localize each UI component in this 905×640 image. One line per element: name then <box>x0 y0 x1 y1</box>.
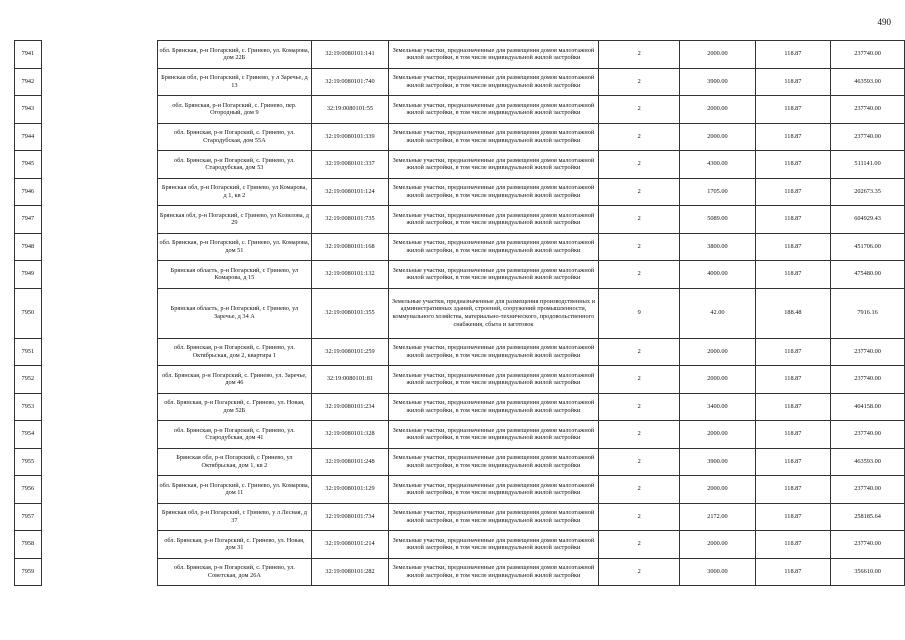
address-cell: Брянская обл, р-н Погарский, с Гринево, ул Комарова, д 1, кв 2 <box>157 178 312 206</box>
area-cell: 2000.00 <box>680 366 756 394</box>
specific-value-cell: 118.87 <box>755 206 830 234</box>
cadastral-number-cell: 32:19:0080101:740 <box>312 68 388 96</box>
row-number: 7953 <box>15 393 42 421</box>
row-number: 7946 <box>15 178 42 206</box>
table-row <box>15 288 905 338</box>
cadastral-value-cell: 237740.00 <box>831 476 905 504</box>
table-row <box>15 233 905 261</box>
row-number: 7950 <box>15 288 42 338</box>
land-use-cell: Земельные участки, предназначенные для размещения домов малоэтажной жилой застройки, в том числе индивидуальной жилой застройки <box>388 151 599 179</box>
cadastral-number-cell: 32:19:0080101:328 <box>312 421 388 449</box>
specific-value-cell: 118.87 <box>755 503 830 531</box>
land-use-cell: Земельные участки, предназначенные для размещения домов малоэтажной жилой застройки, в том числе индивидуальной жилой застройки <box>388 503 599 531</box>
row-number: 7956 <box>15 476 42 504</box>
table-row <box>15 366 905 394</box>
cadastral-number-cell: 32:19:0080101:168 <box>312 233 388 261</box>
table-row <box>15 178 905 206</box>
group-cell: 9 <box>599 288 680 338</box>
table-row <box>15 338 905 366</box>
specific-value-cell: 118.87 <box>755 366 830 394</box>
address-cell: обл. Брянская, р-н Погарский, с. Гринево, ул. Заречье, дом 46 <box>157 366 312 394</box>
row-number: 7954 <box>15 421 42 449</box>
cadastral-value-cell: 237740.00 <box>831 421 905 449</box>
specific-value-cell: 118.87 <box>755 178 830 206</box>
specific-value-cell: 118.87 <box>755 68 830 96</box>
area-cell: 2000.00 <box>680 41 756 69</box>
specific-value-cell: 118.87 <box>755 151 830 179</box>
address-cell: обл. Брянская, р-н Погарский, с. Гринево, ул. Новая, дом 31 <box>157 531 312 559</box>
cadastral-value-cell: 511141.00 <box>831 151 905 179</box>
specific-value-cell: 118.87 <box>755 41 830 69</box>
address-cell: обл. Брянская, р-н Погарский, с. Гринево, ул. Стародубская, дом 55А <box>157 123 312 151</box>
cadastral-value-cell: 451706.00 <box>831 233 905 261</box>
cadastral-value-cell: 202673.35 <box>831 178 905 206</box>
cadastral-number-cell: 32:19:0080101:132 <box>312 261 388 289</box>
land-use-cell: Земельные участки, предназначенные для размещения домов малоэтажной жилой застройки, в том числе индивидуальной жилой застройки <box>388 558 599 586</box>
cadastral-value-cell: 237740.00 <box>831 338 905 366</box>
address-cell: обл. Брянская, р-н Погарский, с. Гринево, ул. Комарова, дом 11 <box>157 476 312 504</box>
address-cell: Брянская область, р-н Погарский, с Гринево, ул Комарова, д 15 <box>157 261 312 289</box>
land-use-cell: Земельные участки, предназначенные для размещения домов малоэтажной жилой застройки, в том числе индивидуальной жилой застройки <box>388 421 599 449</box>
land-use-cell: Земельные участки, предназначенные для размещения домов малоэтажной жилой застройки, в том числе индивидуальной жилой застройки <box>388 41 599 69</box>
row-number: 7948 <box>15 233 42 261</box>
table-body <box>15 41 905 586</box>
cadastral-number-cell: 32:19:0080101:339 <box>312 123 388 151</box>
specific-value-cell: 118.87 <box>755 96 830 124</box>
address-cell: обл. Брянская, р-н Погарский, с. Гринево, ул. Советская, дом 26А <box>157 558 312 586</box>
group-cell: 2 <box>599 338 680 366</box>
blank-cell <box>41 338 157 366</box>
group-cell: 2 <box>599 261 680 289</box>
cadastral-value-cell: 237740.00 <box>831 123 905 151</box>
area-cell: 4300.00 <box>680 151 756 179</box>
cadastral-number-cell: 32:19:0080101:214 <box>312 531 388 559</box>
blank-cell <box>41 531 157 559</box>
specific-value-cell: 118.87 <box>755 123 830 151</box>
address-cell: Брянская область, р-н Погарский, с Гринево, ул Заречье, д 34 А <box>157 288 312 338</box>
specific-value-cell: 118.87 <box>755 558 830 586</box>
group-cell: 2 <box>599 448 680 476</box>
specific-value-cell: 118.87 <box>755 448 830 476</box>
blank-cell <box>41 233 157 261</box>
area-cell: 1705.00 <box>680 178 756 206</box>
cadastral-number-cell: 32:19:0080101:355 <box>312 288 388 338</box>
land-use-cell: Земельные участки, предназначенные для размещения производственных и административных зданий, строений, сооружений промышленности, коммунального хозяйства, материально-технического, продовольственного снабжения, сбыта и заготовок <box>388 288 599 338</box>
cadastral-number-cell: 32:19:0080101:735 <box>312 206 388 234</box>
address-cell: Брянская обл, р-н Погарский, с Гринево, ул Октябрьская, дом 1, кв 2 <box>157 448 312 476</box>
group-cell: 2 <box>599 503 680 531</box>
cadastral-number-cell: 32:19:0080101:734 <box>312 503 388 531</box>
group-cell: 2 <box>599 206 680 234</box>
group-cell: 2 <box>599 96 680 124</box>
address-cell: обл. Брянская, р-н Погарский, с. Гринево, ул. Новая, дом 52Б <box>157 393 312 421</box>
row-number: 7943 <box>15 96 42 124</box>
cadastral-value-cell: 356610.00 <box>831 558 905 586</box>
land-use-cell: Земельные участки, предназначенные для размещения домов малоэтажной жилой застройки, в том числе индивидуальной жилой застройки <box>388 393 599 421</box>
area-cell: 4000.00 <box>680 261 756 289</box>
cadastral-number-cell: 32:19:0080101:81 <box>312 366 388 394</box>
blank-cell <box>41 178 157 206</box>
row-number: 7952 <box>15 366 42 394</box>
group-cell: 2 <box>599 476 680 504</box>
group-cell: 2 <box>599 393 680 421</box>
cadastral-value-cell: 475480.00 <box>831 261 905 289</box>
table-row <box>15 96 905 124</box>
address-cell: обл. Брянская, р-н Погарский, с. Гринево, ул. Стародубская, дом 53 <box>157 151 312 179</box>
group-cell: 2 <box>599 421 680 449</box>
land-use-cell: Земельные участки, предназначенные для размещения домов малоэтажной жилой застройки, в том числе индивидуальной жилой застройки <box>388 96 599 124</box>
area-cell: 3400.00 <box>680 393 756 421</box>
table-row <box>15 393 905 421</box>
specific-value-cell: 118.87 <box>755 393 830 421</box>
cadastral-number-cell: 32:19:0080101:337 <box>312 151 388 179</box>
table-row <box>15 558 905 586</box>
cadastral-value-cell: 463593.00 <box>831 448 905 476</box>
group-cell: 2 <box>599 233 680 261</box>
cadastral-value-cell: 463593.00 <box>831 68 905 96</box>
address-cell: обл. Брянская, р-н Погарский, с. Гринево, ул. Стародубская, дом 41 <box>157 421 312 449</box>
area-cell: 3000.00 <box>680 558 756 586</box>
cadastral-value-cell: 604929.43 <box>831 206 905 234</box>
specific-value-cell: 118.87 <box>755 233 830 261</box>
land-use-cell: Земельные участки, предназначенные для размещения домов малоэтажной жилой застройки, в том числе индивидуальной жилой застройки <box>388 206 599 234</box>
land-use-cell: Земельные участки, предназначенные для размещения домов малоэтажной жилой застройки, в том числе индивидуальной жилой застройки <box>388 261 599 289</box>
cadastral-number-cell: 32:19:0080101:248 <box>312 448 388 476</box>
address-cell: Брянская обл, р-н Погарский, с Гринево, ул Козилова, д 29 <box>157 206 312 234</box>
group-cell: 2 <box>599 41 680 69</box>
area-cell: 2000.00 <box>680 123 756 151</box>
specific-value-cell: 188.48 <box>755 288 830 338</box>
address-cell: Брянская обл, р-н Погарский, с Гринево, у л Заречье, д 13 <box>157 68 312 96</box>
specific-value-cell: 118.87 <box>755 421 830 449</box>
table-row <box>15 448 905 476</box>
blank-cell <box>41 41 157 69</box>
cadastral-number-cell: 32:19:0080101:141 <box>312 41 388 69</box>
land-use-cell: Земельные участки, предназначенные для размещения домов малоэтажной жилой застройки, в том числе индивидуальной жилой застройки <box>388 68 599 96</box>
blank-cell <box>41 503 157 531</box>
land-use-cell: Земельные участки, предназначенные для размещения домов малоэтажной жилой застройки, в том числе индивидуальной жилой застройки <box>388 531 599 559</box>
blank-cell <box>41 151 157 179</box>
cadastral-number-cell: 32:19:0080101:124 <box>312 178 388 206</box>
address-cell: обл. Брянская, р-н Погарский, с. Гринево, пер. Огородный, дом 9 <box>157 96 312 124</box>
group-cell: 2 <box>599 151 680 179</box>
area-cell: 3900.00 <box>680 448 756 476</box>
cadastral-number-cell: 32:19:0080101:234 <box>312 393 388 421</box>
table-row <box>15 41 905 69</box>
specific-value-cell: 118.87 <box>755 338 830 366</box>
cadastral-number-cell: 32:19:0080101:282 <box>312 558 388 586</box>
group-cell: 2 <box>599 531 680 559</box>
land-use-cell: Земельные участки, предназначенные для размещения домов малоэтажной жилой застройки, в том числе индивидуальной жилой застройки <box>388 476 599 504</box>
cadastral-value-cell: 237740.00 <box>831 531 905 559</box>
row-number: 7944 <box>15 123 42 151</box>
cadastral-number-cell: 32:19:0080101:129 <box>312 476 388 504</box>
address-cell: обл. Брянская, р-н Погарский, с. Гринево, ул. Октябрьская, дом 2, квартира 1 <box>157 338 312 366</box>
blank-cell <box>41 366 157 394</box>
group-cell: 2 <box>599 366 680 394</box>
area-cell: 3800.00 <box>680 233 756 261</box>
table-row <box>15 68 905 96</box>
land-use-cell: Земельные участки, предназначенные для размещения домов малоэтажной жилой застройки, в том числе индивидуальной жилой застройки <box>388 338 599 366</box>
cadastral-value-cell: 7916.16 <box>831 288 905 338</box>
specific-value-cell: 118.87 <box>755 531 830 559</box>
cadastral-value-cell: 258185.64 <box>831 503 905 531</box>
table-row <box>15 261 905 289</box>
area-cell: 2000.00 <box>680 96 756 124</box>
blank-cell <box>41 476 157 504</box>
row-number: 7941 <box>15 41 42 69</box>
blank-cell <box>41 421 157 449</box>
row-number: 7947 <box>15 206 42 234</box>
land-use-cell: Земельные участки, предназначенные для размещения домов малоэтажной жилой застройки, в том числе индивидуальной жилой застройки <box>388 448 599 476</box>
blank-cell <box>41 393 157 421</box>
area-cell: 42.00 <box>680 288 756 338</box>
area-cell: 2000.00 <box>680 338 756 366</box>
specific-value-cell: 118.87 <box>755 476 830 504</box>
cadastral-value-cell: 237740.00 <box>831 366 905 394</box>
address-cell: обл. Брянская, р-н Погарский, с. Гринево, ул. Комарова, дом 51 <box>157 233 312 261</box>
blank-cell <box>41 68 157 96</box>
row-number: 7957 <box>15 503 42 531</box>
blank-cell <box>41 288 157 338</box>
row-number: 7959 <box>15 558 42 586</box>
land-use-cell: Земельные участки, предназначенные для размещения домов малоэтажной жилой застройки, в том числе индивидуальной жилой застройки <box>388 178 599 206</box>
table-row <box>15 206 905 234</box>
row-number: 7955 <box>15 448 42 476</box>
group-cell: 2 <box>599 68 680 96</box>
blank-cell <box>41 123 157 151</box>
address-cell: Брянская обл, р-н Погарский, с Гринево, у л Лесная, д 37 <box>157 503 312 531</box>
group-cell: 2 <box>599 123 680 151</box>
cadastral-number-cell: 32:19:0080101:55 <box>312 96 388 124</box>
table-row <box>15 421 905 449</box>
cadastral-value-table <box>14 40 905 586</box>
area-cell: 3900.00 <box>680 68 756 96</box>
row-number: 7958 <box>15 531 42 559</box>
cadastral-value-cell: 404158.00 <box>831 393 905 421</box>
row-number: 7951 <box>15 338 42 366</box>
area-cell: 2000.00 <box>680 531 756 559</box>
blank-cell <box>41 206 157 234</box>
table-row <box>15 476 905 504</box>
cadastral-number-cell: 32:19:0080101:259 <box>312 338 388 366</box>
area-cell: 5089.00 <box>680 206 756 234</box>
table-row <box>15 151 905 179</box>
blank-cell <box>41 558 157 586</box>
cadastral-value-cell: 237740.00 <box>831 96 905 124</box>
group-cell: 2 <box>599 178 680 206</box>
area-cell: 2000.00 <box>680 476 756 504</box>
table-row <box>15 123 905 151</box>
blank-cell <box>41 448 157 476</box>
row-number: 7945 <box>15 151 42 179</box>
specific-value-cell: 118.87 <box>755 261 830 289</box>
land-use-cell: Земельные участки, предназначенные для размещения домов малоэтажной жилой застройки, в том числе индивидуальной жилой застройки <box>388 366 599 394</box>
area-cell: 2172.00 <box>680 503 756 531</box>
land-use-cell: Земельные участки, предназначенные для размещения домов малоэтажной жилой застройки, в том числе индивидуальной жилой застройки <box>388 233 599 261</box>
blank-cell <box>41 96 157 124</box>
row-number: 7949 <box>15 261 42 289</box>
cadastral-value-cell: 237740.00 <box>831 41 905 69</box>
page-number: 490 <box>877 17 891 27</box>
table-row <box>15 503 905 531</box>
table-row <box>15 531 905 559</box>
address-cell: обл. Брянская, р-н Погарский, с. Гринево, ул. Комарова, дом 22Б <box>157 41 312 69</box>
area-cell: 2000.00 <box>680 421 756 449</box>
row-number: 7942 <box>15 68 42 96</box>
blank-cell <box>41 261 157 289</box>
land-use-cell: Земельные участки, предназначенные для размещения домов малоэтажной жилой застройки, в том числе индивидуальной жилой застройки <box>388 123 599 151</box>
group-cell: 2 <box>599 558 680 586</box>
